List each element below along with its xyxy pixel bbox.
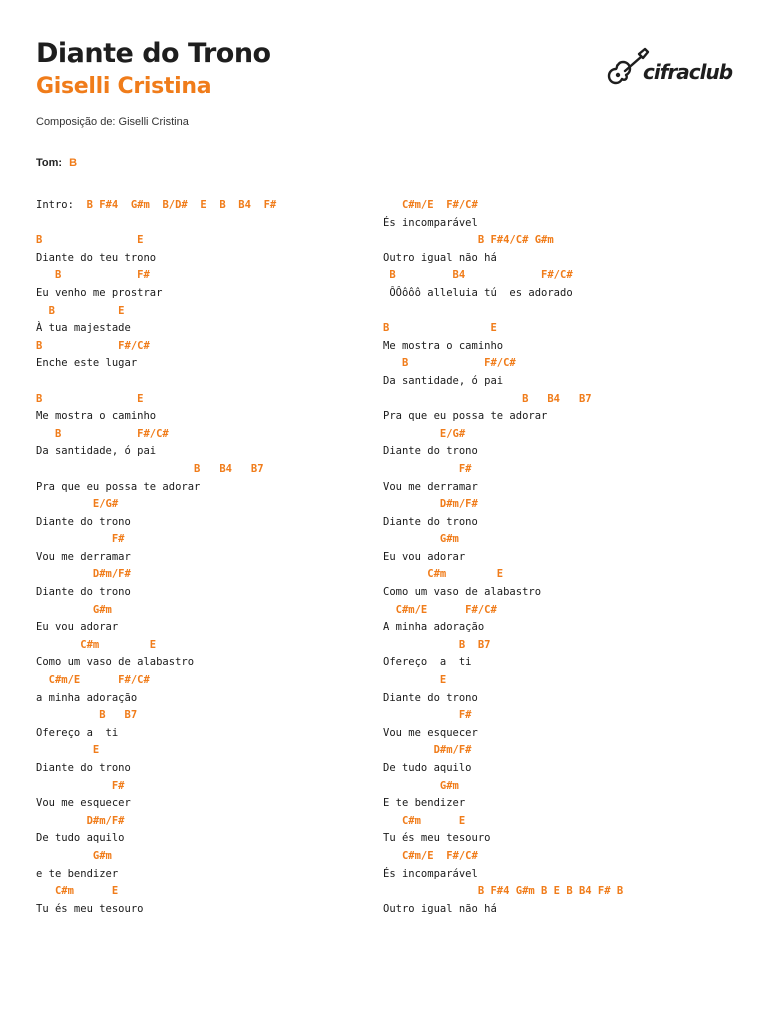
lyric-line: Outro igual não há <box>383 251 497 264</box>
blank-line <box>36 373 366 391</box>
lyric-line <box>36 197 366 215</box>
lyric-line: ÔÔôôô alleluia tú es adorado <box>383 286 573 299</box>
lyric-line: Diante do trono <box>383 691 478 704</box>
chord-line[interactable]: B B4 B7 <box>383 392 592 405</box>
lyric-line: Diante do trono <box>383 515 478 528</box>
chord-line[interactable]: F# <box>36 533 125 546</box>
song-key <box>36 157 77 169</box>
chord-line[interactable]: B F#/C# <box>36 339 150 352</box>
artist-name: Giselli Cristina <box>36 74 212 99</box>
lyric-line: Enche este lugar <box>36 357 138 370</box>
lyric-line: Eu vou adorar <box>36 621 119 634</box>
chord-line[interactable]: D#m/F# <box>383 744 472 757</box>
lyric-line: És incomparável <box>383 216 478 229</box>
chord-line[interactable]: D#m/F# <box>36 814 125 827</box>
intro-chords[interactable]: B F#4 G#m B/D# E B B4 F# <box>73 199 277 211</box>
cifraclub-logo <box>605 45 733 93</box>
chord-line[interactable]: D#m/F# <box>36 568 131 581</box>
lyric-line: Outro igual não há <box>383 902 497 915</box>
chord-line[interactable]: C#m/E F#/C# <box>36 674 150 687</box>
chord-line[interactable]: C#m/E F#/C# <box>383 199 478 211</box>
chord-line[interactable]: F# <box>383 462 472 475</box>
lyric-line: Diante do trono <box>36 586 131 599</box>
chord-line[interactable]: E <box>36 744 100 757</box>
chord-line[interactable]: G#m <box>36 849 112 862</box>
lyric-line: E te bendizer <box>383 797 466 810</box>
intro-label: Intro: <box>36 199 74 211</box>
lyric-line: Como um vaso de alabastro <box>36 656 195 669</box>
lyric-line: Da santidade, ó pai <box>36 445 157 458</box>
lyric-line: Como um vaso de alabastro <box>383 586 542 599</box>
lyric-line: Tu és meu tesouro <box>383 832 491 845</box>
lyric-line: Diante do teu trono <box>36 251 157 264</box>
lyric-line: Diante do trono <box>383 445 478 458</box>
chord-line[interactable]: C#m/E F#/C# <box>383 603 497 616</box>
chord-sheet-left-column <box>36 197 366 918</box>
chord-line[interactable]: B F#/C# <box>36 427 169 440</box>
chord-line[interactable]: C#m E <box>383 814 466 827</box>
tom-key[interactable]: B <box>69 157 78 169</box>
lyric-line: Vou me derramar <box>36 550 131 563</box>
lyric-line: Me mostra o caminho <box>36 410 157 423</box>
chord-line[interactable]: F# <box>383 709 472 722</box>
chord-line[interactable]: G#m <box>383 779 459 792</box>
chord-line[interactable]: B B4 F#/C# <box>383 269 573 282</box>
lyric-line: Da santidade, ó pai <box>383 374 504 387</box>
chord-line[interactable]: B F# <box>36 269 150 282</box>
chord-line[interactable]: B F#/C# <box>383 357 516 370</box>
lyric-line: Tu és meu tesouro <box>36 902 144 915</box>
chord-line[interactable]: B B7 <box>383 638 491 651</box>
lyric-line: De tudo aquilo <box>36 832 125 845</box>
lyric-line: Pra que eu possa te adorar <box>36 480 201 493</box>
lyric-line: Vou me esquecer <box>36 797 131 810</box>
lyric-line: À tua majestade <box>36 322 131 335</box>
chord-line[interactable]: E/G# <box>36 498 119 511</box>
chord-line[interactable]: B B4 B7 <box>36 462 264 475</box>
lyric-line: A minha adoração <box>383 621 485 634</box>
lyric-line: Eu vou adorar <box>383 550 466 563</box>
song-title: Diante do Trono <box>36 38 271 69</box>
composer-credit: Composição de: Giselli Cristina <box>36 116 189 128</box>
chord-line[interactable]: B E <box>36 234 144 247</box>
chord-line[interactable]: B E <box>36 304 125 317</box>
lyric-line: És incomparável <box>383 867 478 880</box>
chord-line[interactable]: B F#4/C# G#m <box>383 234 554 247</box>
chord-line[interactable]: C#m E <box>383 568 504 581</box>
blank-line <box>383 303 743 321</box>
tom-label: Tom: <box>36 157 63 169</box>
lyric-line: Diante do trono <box>36 515 131 528</box>
lyric-line: Ofereço a ti <box>36 726 119 739</box>
chord-line[interactable]: D#m/F# <box>383 498 478 511</box>
chord-line[interactable]: B B7 <box>36 709 138 722</box>
chord-line[interactable]: B F#4 G#m B E B B4 F# B <box>383 885 624 898</box>
lyric-line: a minha adoração <box>36 691 138 704</box>
lyric-line: Diante do trono <box>36 762 131 774</box>
lyric-line: Ofereço a ti <box>383 656 472 669</box>
chord-line[interactable]: B E <box>36 392 144 405</box>
chord-line[interactable]: C#m E <box>36 885 119 898</box>
chord-line[interactable]: E <box>383 674 447 687</box>
lyric-line: De tudo aquilo <box>383 762 472 774</box>
lyric-line: Vou me derramar <box>383 480 478 493</box>
logo-text: cifraclub <box>643 60 733 84</box>
lyric-line: Me mostra o caminho <box>383 339 504 352</box>
chord-line[interactable]: F# <box>36 779 125 792</box>
chord-line[interactable]: B E <box>383 322 497 335</box>
chord-line[interactable]: E/G# <box>383 427 466 440</box>
chord-line[interactable]: G#m <box>383 533 459 546</box>
lyric-line: Vou me esquecer <box>383 726 478 739</box>
chord-line[interactable]: C#m/E F#/C# <box>383 849 478 862</box>
lyric-line: Pra que eu possa te adorar <box>383 410 548 423</box>
lyric-line: e te bendizer <box>36 867 119 880</box>
blank-line <box>36 215 366 233</box>
chord-line[interactable]: G#m <box>36 603 112 616</box>
chord-line[interactable]: C#m E <box>36 638 157 651</box>
lyric-line: Eu venho me prostrar <box>36 286 163 299</box>
chord-sheet-right-column <box>383 197 743 918</box>
